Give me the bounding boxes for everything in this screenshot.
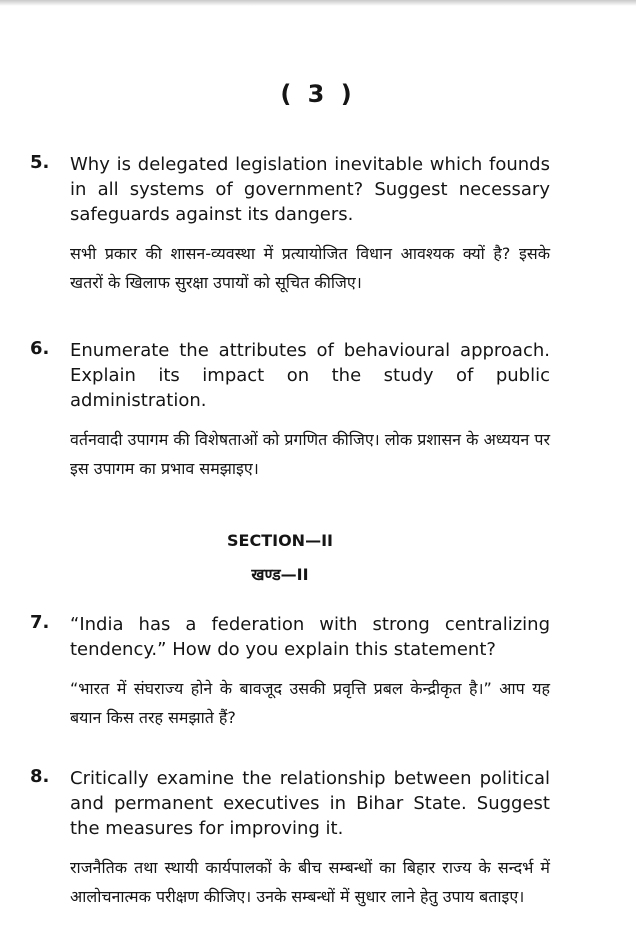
- question-7: [30, 612, 550, 732]
- question-number: 5.: [30, 152, 50, 173]
- question-6: [30, 338, 550, 483]
- question-text-hindi: वर्तनवादी उपागम की विशेषताओं को प्रगणित कीजिए। लोक प्रशासन के अध्ययन पर इस उपागम का प्रभाव समझाइए।: [70, 430, 550, 478]
- question-number: 8.: [30, 766, 50, 787]
- question-text-english: Why is delegated legislation inevitable which founds in all systems of government? Suggest necessary safeguards against its dangers.: [70, 154, 550, 225]
- question-text-hindi: सभी प्रकार की शासन-व्यवस्था में प्रत्यायोजित विधान आवश्यक क्यों है? इसके खतरों के खिलाफ सुरक्षा उपायों को सूचित कीजिए।: [70, 244, 550, 292]
- question-text-english: Critically examine the relationship between political and permanent executives in Bihar State. Suggest the measures for improving it.: [70, 768, 550, 839]
- question-text-hindi: “भारत में संघराज्य होने के बावजूद उसकी प्रवृत्ति प्रबल केन्द्रीकृत है।” आप यह बयान किस तरह समझाते हैं?: [70, 679, 550, 727]
- question-text-english: Enumerate the attributes of behavioural approach. Explain its impact on the study of public administration.: [70, 340, 550, 411]
- question-number: 7.: [30, 612, 50, 633]
- section-heading-english: SECTION—II: [227, 531, 333, 550]
- page-number: ( 3 ): [280, 80, 356, 108]
- page-top-edge: [0, 0, 636, 6]
- question-text-hindi: राजनैतिक तथा स्थायी कार्यपालकों के बीच सम्बन्धों का बिहार राज्य के सन्दर्भ में आलोचनात्मक परीक्षण कीजिए। उनके सम्बन्धों में सुधार लाने हेतु उपाय बताइए।: [70, 858, 550, 906]
- question-5: [30, 152, 550, 297]
- question-text-english: “India has a federation with strong centralizing tendency.” How do you explain this statement?: [70, 614, 550, 660]
- question-8: [30, 766, 550, 911]
- section-heading-hindi: खण्ड—II: [251, 565, 309, 584]
- question-number: 6.: [30, 338, 50, 359]
